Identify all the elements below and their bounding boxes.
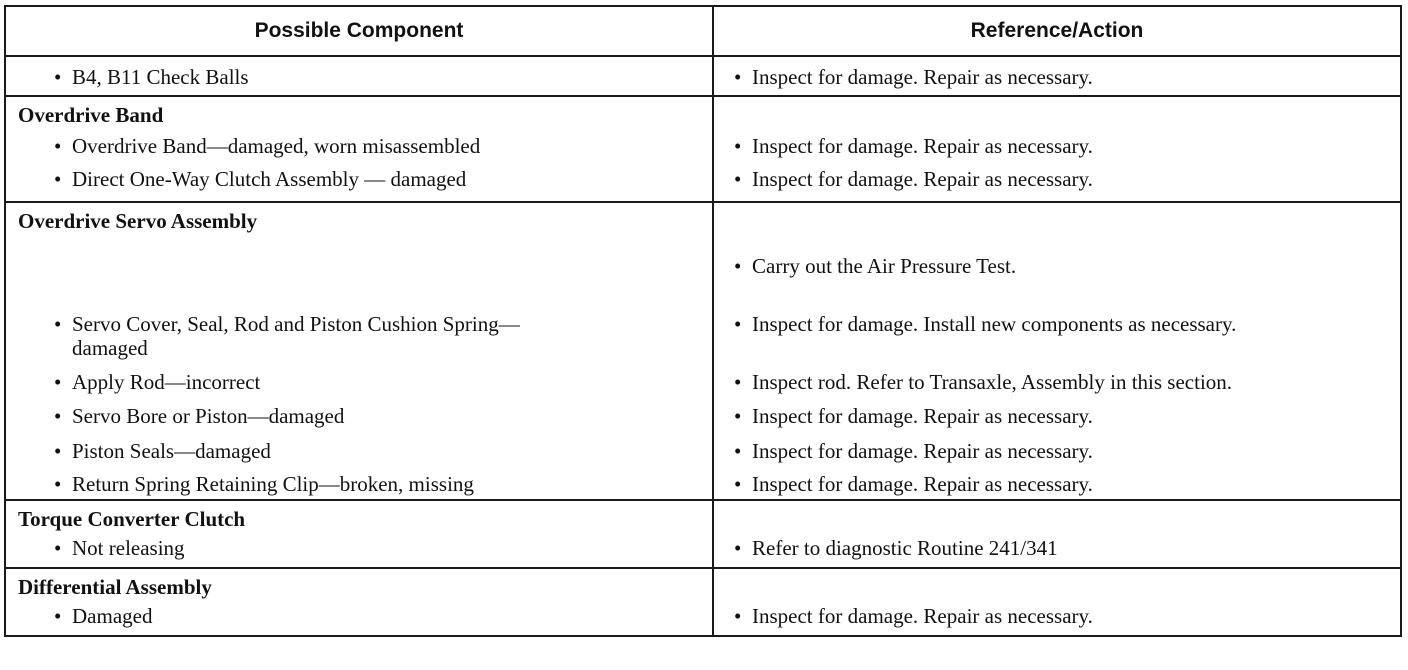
component-text: B4, B11 Check Balls	[72, 65, 249, 89]
table-row	[5, 429, 1401, 464]
action-cell	[713, 290, 1401, 360]
bullet: •	[54, 439, 62, 463]
component-cell	[5, 290, 713, 360]
empty-cell	[713, 202, 1401, 234]
empty-cell	[5, 234, 713, 290]
action-cell	[713, 360, 1401, 394]
table-row	[5, 600, 1401, 636]
action-cell	[713, 234, 1401, 290]
bullet: •	[54, 404, 62, 428]
action-text: Inspect for damage. Repair as necessary.	[752, 167, 1093, 191]
action-text: Inspect for damage. Install new components as necessary.	[752, 312, 1237, 336]
bullet: •	[734, 167, 742, 191]
component-text: Not releasing	[72, 536, 185, 560]
action-cell	[713, 128, 1401, 164]
action-cell	[713, 429, 1401, 464]
table-row	[5, 234, 1401, 290]
component-text: Overdrive Band—damaged, worn misassembled	[72, 134, 481, 158]
table-row	[5, 290, 1401, 360]
group-heading: Overdrive Band	[5, 96, 713, 128]
table-row	[5, 464, 1401, 500]
bullet: •	[734, 472, 742, 496]
bullet: •	[734, 404, 742, 428]
action-text: Inspect for damage. Repair as necessary.	[752, 404, 1093, 428]
group-heading: Torque Converter Clutch	[5, 500, 713, 532]
bullet: •	[54, 472, 62, 496]
bullet: •	[54, 370, 62, 394]
header-row	[5, 6, 1401, 56]
empty-cell	[713, 500, 1401, 532]
bullet: •	[734, 370, 742, 394]
group-heading-row	[5, 568, 1401, 600]
bullet: •	[734, 604, 742, 628]
action-text: Inspect for damage. Repair as necessary.	[752, 439, 1093, 463]
action-text: Inspect rod. Refer to Transaxle, Assembly in this section.	[752, 370, 1233, 394]
action-text: Inspect for damage. Repair as necessary.	[752, 65, 1093, 89]
table-row	[5, 56, 1401, 96]
action-text: Refer to diagnostic Routine 241/341	[752, 536, 1058, 560]
action-text: Inspect for damage. Repair as necessary.	[752, 472, 1093, 496]
action-cell	[713, 464, 1401, 500]
component-cell	[5, 360, 713, 394]
group-heading-row	[5, 202, 1401, 234]
table-row	[5, 532, 1401, 568]
bullet: •	[54, 134, 62, 158]
component-text: Piston Seals—damaged	[72, 439, 271, 463]
action-cell	[713, 394, 1401, 429]
diagnosis-table-container	[4, 5, 1400, 637]
group-heading-row	[5, 500, 1401, 532]
bullet: •	[734, 65, 742, 89]
component-text: Return Spring Retaining Clip—broken, missing	[72, 472, 474, 496]
group-heading-row	[5, 96, 1401, 128]
component-text: Servo Bore or Piston—damaged	[72, 404, 345, 428]
empty-cell	[713, 568, 1401, 600]
component-cell	[5, 600, 713, 636]
action-cell	[713, 532, 1401, 568]
component-cell	[5, 128, 713, 164]
bullet: •	[734, 134, 742, 158]
component-text: Apply Rod—incorrect	[72, 370, 261, 394]
bullet: •	[54, 167, 62, 191]
component-cell	[5, 394, 713, 429]
bullet: •	[54, 604, 62, 628]
column-header-component: Possible Component	[5, 6, 713, 56]
bullet: •	[734, 439, 742, 463]
diagnosis-table	[4, 5, 1402, 637]
table-row	[5, 360, 1401, 394]
bullet: •	[734, 536, 742, 560]
component-cell	[5, 464, 713, 500]
bullet: •	[54, 536, 62, 560]
bullet: •	[734, 254, 742, 278]
bullet: •	[734, 312, 742, 336]
bullet: •	[54, 312, 62, 336]
component-cell	[5, 532, 713, 568]
component-cell	[5, 164, 713, 202]
action-text: Inspect for damage. Repair as necessary.	[752, 134, 1093, 158]
component-text: Servo Cover, Seal, Rod and Piston Cushion Spring—damaged	[72, 312, 520, 360]
action-cell	[713, 56, 1401, 96]
component-cell	[5, 56, 713, 96]
table-row	[5, 394, 1401, 429]
action-text: Inspect for damage. Repair as necessary.	[752, 604, 1093, 628]
empty-cell	[713, 96, 1401, 128]
group-heading: Overdrive Servo Assembly	[5, 202, 713, 234]
action-text: Carry out the Air Pressure Test.	[752, 254, 1017, 278]
column-header-action: Reference/Action	[713, 6, 1401, 56]
group-heading: Differential Assembly	[5, 568, 713, 600]
action-cell	[713, 164, 1401, 202]
table-row	[5, 128, 1401, 164]
component-cell	[5, 429, 713, 464]
action-cell	[713, 600, 1401, 636]
table-row	[5, 164, 1401, 202]
component-text: Damaged	[72, 604, 153, 628]
component-text: Direct One-Way Clutch Assembly — damaged	[72, 167, 467, 191]
bullet: •	[54, 65, 62, 89]
